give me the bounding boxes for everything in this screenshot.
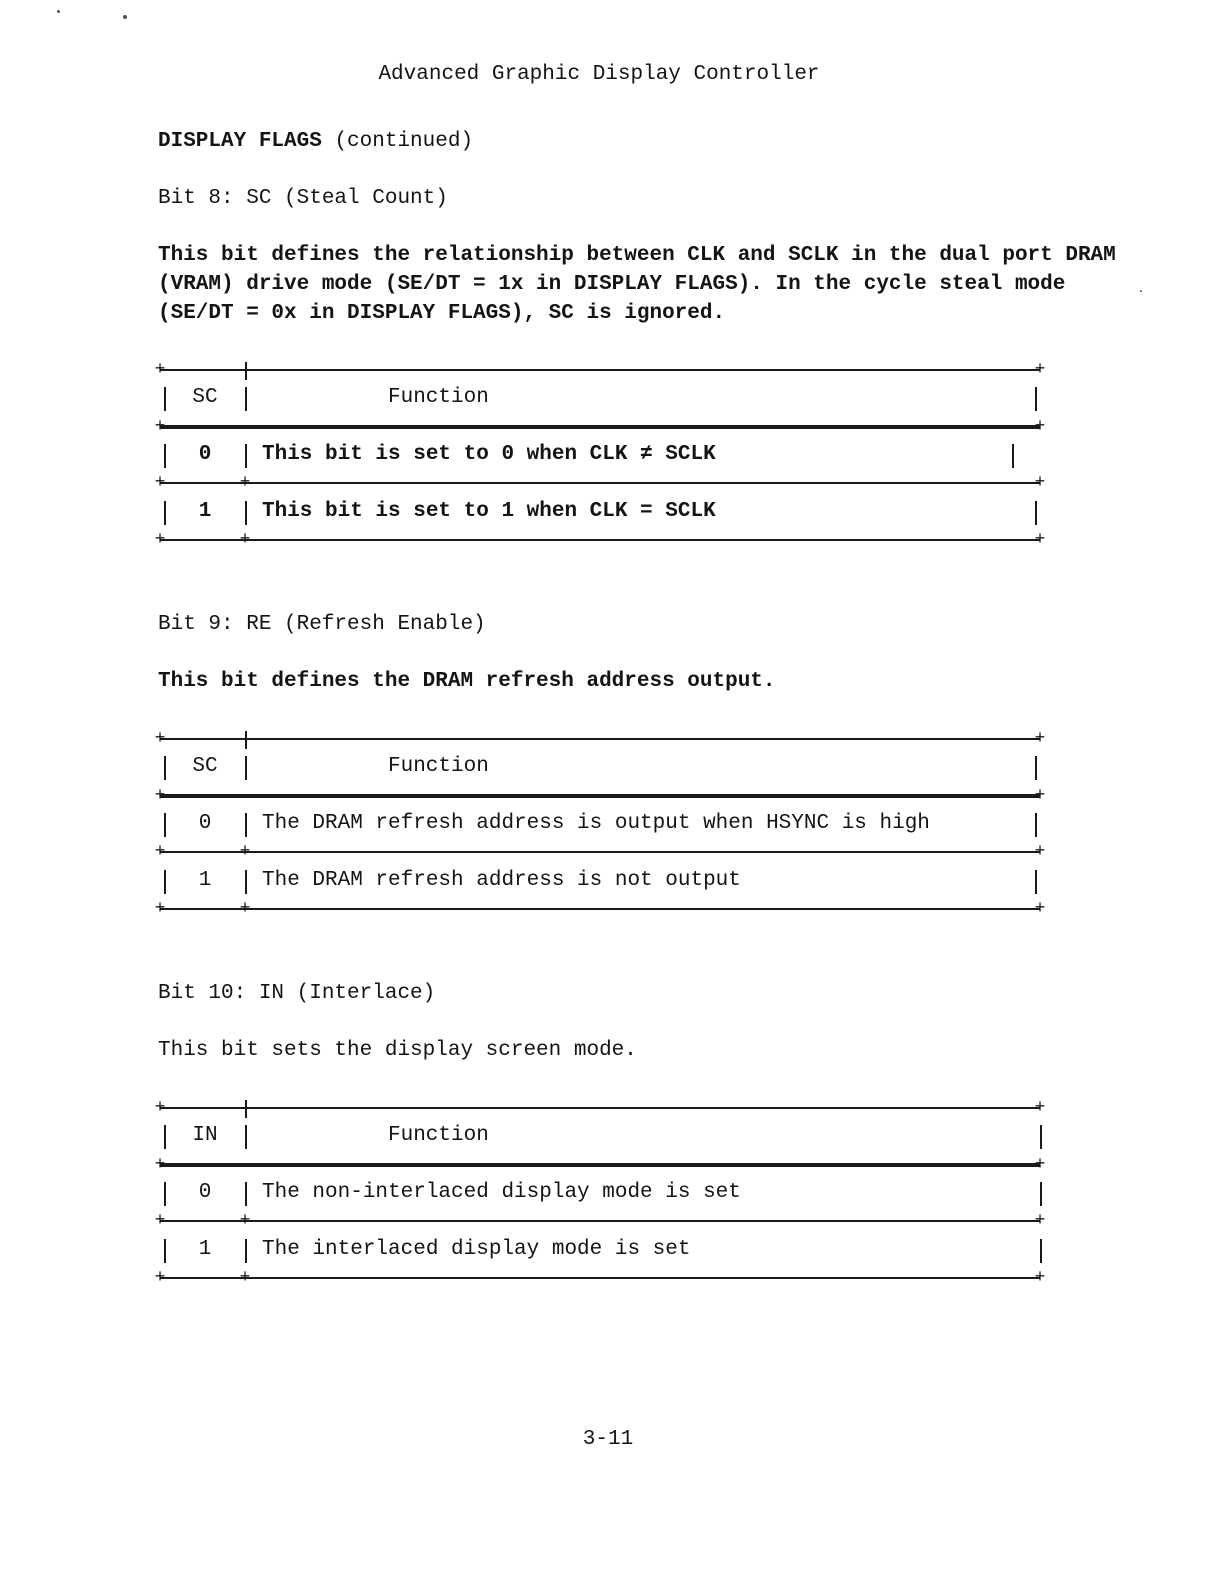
table-corner: + xyxy=(1034,360,1046,380)
table-rule xyxy=(160,1107,1040,1109)
bit8-title: Bit 8: SC (Steal Count) xyxy=(158,187,448,210)
table-corner: + xyxy=(239,473,251,493)
table-col-header: SC xyxy=(192,386,218,409)
table-cell-value: 1 xyxy=(198,500,212,523)
table-col-header: SC xyxy=(192,755,218,778)
table-corner: + xyxy=(239,842,251,862)
table-cell-function: This bit is set to 1 when CLK = SCLK xyxy=(262,500,716,523)
table-corner: + xyxy=(154,729,166,749)
table-cell-value: 0 xyxy=(198,812,212,835)
table-corner: + xyxy=(239,1211,251,1231)
table-rule xyxy=(160,1277,1040,1279)
table-cell-function: The non-interlaced display mode is set xyxy=(262,1181,741,1204)
table-border xyxy=(1040,1125,1042,1149)
table-border xyxy=(1040,1239,1042,1263)
table-corner: + xyxy=(1034,1098,1046,1118)
table-divider xyxy=(245,1182,247,1206)
table-corner: + xyxy=(1034,842,1046,862)
table-cell-value: 0 xyxy=(198,1181,212,1204)
table-divider xyxy=(245,1125,247,1149)
table-corner: + xyxy=(154,786,166,806)
table-cell-value: 0 xyxy=(198,443,212,466)
table-header-rule xyxy=(160,1163,1040,1167)
table-cell-function: The DRAM refresh address is not output xyxy=(262,869,741,892)
table-corner: + xyxy=(1034,1268,1046,1288)
table-corner: + xyxy=(154,1155,166,1175)
table-corner: + xyxy=(154,530,166,550)
table-cell-value: 1 xyxy=(198,869,212,892)
bit10-title: Bit 10: IN (Interlace) xyxy=(158,982,436,1005)
table-function-header: Function xyxy=(388,755,489,778)
table-cell-value: 1 xyxy=(198,1238,212,1261)
table-corner: + xyxy=(154,360,166,380)
table-divider xyxy=(245,1239,247,1263)
table-corner: + xyxy=(154,1268,166,1288)
bit8-description-line: (VRAM) drive mode (SE/DT = 1x in DISPLAY FLAGS). In the cycle steal mode xyxy=(158,273,1066,296)
table-border xyxy=(1040,1182,1042,1206)
table-rule xyxy=(160,1220,1040,1222)
table-function-header: Function xyxy=(388,386,489,409)
table-corner: + xyxy=(1034,729,1046,749)
table-corner: + xyxy=(154,473,166,493)
table-corner: + xyxy=(239,1268,251,1288)
table-col-header: IN xyxy=(192,1124,218,1147)
table-corner: + xyxy=(154,1211,166,1231)
section-heading-suffix: (continued) xyxy=(334,130,474,153)
table-corner: + xyxy=(1034,530,1046,550)
table-corner: + xyxy=(1034,1155,1046,1175)
table-corner: + xyxy=(154,842,166,862)
table-corner: + xyxy=(239,530,251,550)
table-corner: + xyxy=(1034,786,1046,806)
page-number: 3-11 xyxy=(582,1428,634,1451)
table-cell-function: The DRAM refresh address is output when HSYNC is high xyxy=(262,812,930,835)
table-corner: + xyxy=(1034,899,1046,919)
table-corner: + xyxy=(1034,1211,1046,1231)
table-function-header: Function xyxy=(388,1124,489,1147)
bit10-description-line: This bit sets the display screen mode. xyxy=(158,1039,637,1062)
table-corner: + xyxy=(154,1098,166,1118)
table-cell-function: The interlaced display mode is set xyxy=(262,1238,691,1261)
table-corner: + xyxy=(154,417,166,437)
bit8-description-line: (SE/DT = 0x in DISPLAY FLAGS), SC is ignored. xyxy=(158,302,726,325)
bit8-description-line: This bit defines the relationship between CLK and SCLK in the dual port DRAM xyxy=(158,244,1116,267)
table-corner: + xyxy=(1034,417,1046,437)
section-heading-title: DISPLAY FLAGS xyxy=(158,130,322,153)
bit9-description-line: This bit defines the DRAM refresh address output. xyxy=(158,670,776,693)
table-cell-function: This bit is set to 0 when CLK ≠ SCLK xyxy=(262,443,716,466)
table-corner: + xyxy=(1034,473,1046,493)
bit9-title: Bit 9: RE (Refresh Enable) xyxy=(158,613,486,636)
table-divider xyxy=(245,1100,247,1118)
table-corner: + xyxy=(239,899,251,919)
table-corner: + xyxy=(154,899,166,919)
page-header: Advanced Graphic Display Controller xyxy=(378,63,820,86)
